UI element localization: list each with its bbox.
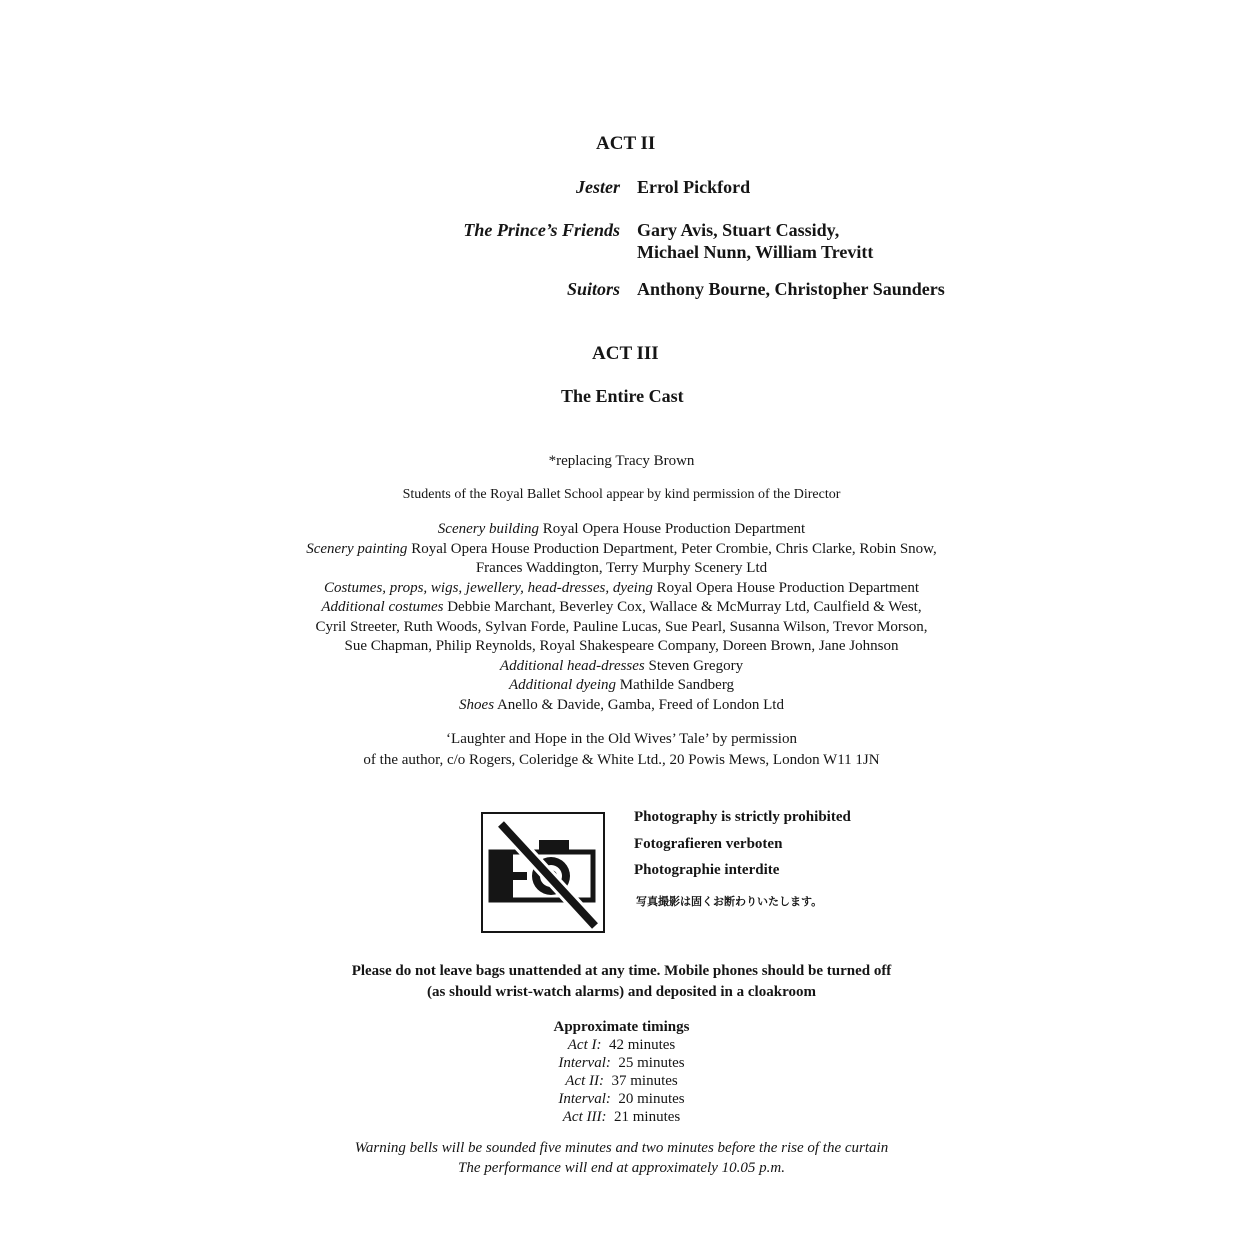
credit-line xyxy=(0,559,1243,579)
timing-row xyxy=(0,1108,1243,1126)
production-credits xyxy=(0,520,1243,715)
timing-label: Act I: xyxy=(567,1037,602,1053)
credit-label: Additional head-dresses xyxy=(499,657,645,674)
role-princes-friends: The Prince’s Friends xyxy=(463,220,620,240)
photo-notice-ja: 写真撮影は固くお断わりいたします。 xyxy=(636,895,823,908)
credit-label: Scenery building xyxy=(437,521,540,537)
credit-line xyxy=(0,676,1243,696)
photo-notice-fr: Photographie interdite xyxy=(634,862,780,878)
timing-row xyxy=(0,1090,1243,1108)
camera-crossed-icon xyxy=(483,814,603,931)
warning-line2: The performance will end at approximately 10.05 p.m. xyxy=(458,1159,785,1176)
timing-row xyxy=(0,1036,1243,1054)
role-suitors: Suitors xyxy=(566,279,620,299)
timing-value: 20 minutes xyxy=(618,1091,685,1107)
timing-value: 21 minutes xyxy=(613,1109,681,1125)
credit-line xyxy=(0,696,1243,716)
credit-label: Additional dyeing xyxy=(508,677,617,693)
warning-line1: Warning bells will be sounded five minutes and two minutes before the rise of the curtain xyxy=(354,1140,889,1156)
credit-text: Royal Opera House Production Department xyxy=(652,579,920,596)
act2-heading: ACT II xyxy=(596,133,656,154)
permission-line2: of the author, c/o Rogers, Coleridge & White Ltd., 20 Powis Mews, London W11 1JN xyxy=(363,752,880,768)
credit-text: Steven Gregory xyxy=(644,657,744,674)
credit-text: Anello & Davide, Gamba, Freed of London Ltd xyxy=(494,696,784,713)
students-note: Students of the Royal Ballet School appear by kind permission of the Director xyxy=(402,487,841,502)
credit-text: Royal Opera House Production Department, Peter Crombie, Chris Clarke, Robin Snow, xyxy=(407,540,937,557)
timing-row xyxy=(0,1054,1243,1072)
credit-line xyxy=(0,579,1243,599)
timing-label: Interval: xyxy=(558,1055,611,1071)
replacing-note: *replacing Tracy Brown xyxy=(548,453,695,469)
credit-text: Sue Chapman, Philip Reynolds, Royal Shakespeare Company, Doreen Brown, Jane Johnson xyxy=(344,638,899,654)
credit-line xyxy=(0,637,1243,657)
cast-jester: Errol Pickford xyxy=(637,177,751,197)
cast-suitors: Anthony Bourne, Christopher Saunders xyxy=(637,279,945,299)
timing-row xyxy=(0,1072,1243,1090)
timing-label: Interval: xyxy=(558,1091,611,1107)
credit-line xyxy=(0,618,1243,638)
bags-line1: Please do not leave bags unattended at any time. Mobile phones should be turned off xyxy=(351,963,892,979)
timings xyxy=(0,1018,1243,1126)
timing-label: Act II: xyxy=(565,1073,604,1089)
timings-heading: Approximate timings xyxy=(553,1019,690,1035)
credit-line xyxy=(0,540,1243,560)
timing-value: 25 minutes xyxy=(618,1055,685,1071)
bags-notice xyxy=(0,961,1243,1003)
credit-text: Debbie Marchant, Beverley Cox, Wallace & McMurray Ltd, Caulfield & West, xyxy=(443,599,922,615)
photo-notice-en: Photography is strictly prohibited xyxy=(634,809,851,825)
credit-line xyxy=(0,520,1243,540)
warning-notice xyxy=(0,1139,1243,1178)
credit-label: Costumes, props, wigs, jewellery, head-dresses, dyeing xyxy=(323,579,653,596)
act3-cast: The Entire Cast xyxy=(561,386,684,406)
timing-value: 37 minutes xyxy=(611,1073,678,1089)
credit-text: Mathilde Sandberg xyxy=(616,677,735,693)
credit-label: Scenery painting xyxy=(306,540,408,557)
credit-text: Royal Opera House Production Department xyxy=(539,521,806,537)
no-photography-icon xyxy=(481,812,605,933)
role-jester: Jester xyxy=(576,177,620,197)
credit-label: Shoes xyxy=(459,696,495,713)
cast-princes-friends-line1: Gary Avis, Stuart Cassidy, xyxy=(637,220,840,240)
photo-notice-de: Fotografieren verboten xyxy=(634,836,783,852)
credit-label: Additional costumes xyxy=(321,599,444,615)
permission-line1: ‘Laughter and Hope in the Old Wives’ Tale’ by permission xyxy=(446,731,797,747)
credit-line xyxy=(0,657,1243,677)
timing-label: Act III: xyxy=(562,1109,607,1125)
cast-princes-friends-line2: Michael Nunn, William Trevitt xyxy=(637,242,874,262)
bags-line2: (as should wrist-watch alarms) and deposited in a cloakroom xyxy=(427,984,816,1000)
credit-text: Frances Waddington, Terry Murphy Scenery Ltd xyxy=(475,560,768,576)
act3-heading: ACT III xyxy=(592,343,659,364)
credit-text: Cyril Streeter, Ruth Woods, Sylvan Forde, Pauline Lucas, Sue Pearl, Susanna Wilson, Trevor Morson, xyxy=(315,618,928,635)
credit-line xyxy=(0,598,1243,618)
timing-value: 42 minutes xyxy=(608,1037,676,1053)
